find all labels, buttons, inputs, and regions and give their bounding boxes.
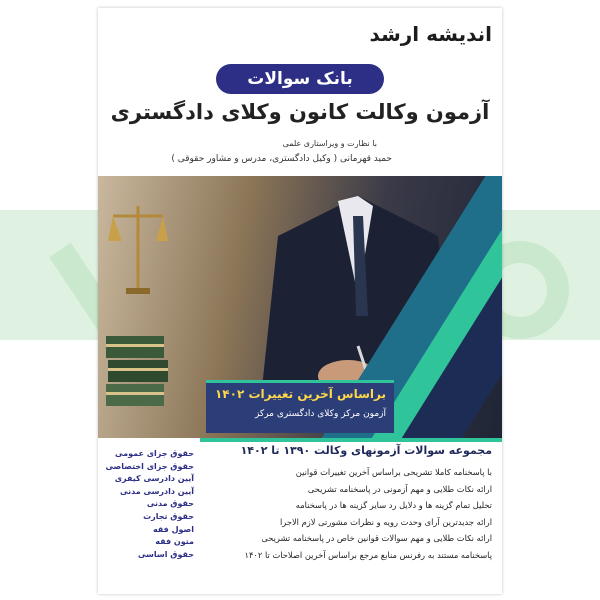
feature-item: پاسخنامه مستند به رفرنس منابع مرجع براساس آخرین اصلاحات تا ۱۴۰۲ [244,549,492,560]
subject-item: آیین دادرسی مدنی [120,486,194,496]
feature-item: ارائه جدیدترین آرای وحدت رویه و نظرات مشورتی لازم الاجرا [279,516,492,527]
update-badge [206,380,394,433]
books-image [106,336,168,406]
subject-item: متون فقه [155,537,194,547]
divider [200,438,502,442]
subject-item: حقوق جزای اختصاصی [105,461,194,471]
subject-item: حقوق مدنی [146,499,194,509]
series-label: بانک سوالات [216,64,384,94]
features-list [192,464,492,564]
badge-title: براساس آخرین تغییرات ۱۴۰۲ [214,387,386,401]
subject-item: حقوق اساسی [137,549,194,559]
supervision-line: با نظارت و ویراستاری علمی [282,139,377,148]
subjects-list [104,448,194,561]
feature-item: ارائه نکات طلایی و مهم سوالات قوانین خاص در پاسخنامه تشریحی [261,533,492,544]
book-title: آزمون وکالت کانون وکلای دادگستری [110,100,490,124]
justice-scale-icon [108,196,168,296]
feature-item: با پاسخنامه کاملا تشریحی براساس آخرین تغییرات قوانین [295,467,492,477]
feature-item: تحلیل تمام گزینه ها و دلایل رد سایر گزینه ها در پاسخنامه [295,500,492,511]
subject-item: آیین دادرسی کیفری [114,474,194,484]
subject-item: اصول فقه [152,524,194,534]
subject-item: حقوق جزای عمومی [115,449,194,458]
author-line: حمید قهرمانی ( وکیل دادگستری، مدرس و مشاور حقوقی ) [171,154,392,164]
book-cover [98,8,502,594]
subject-item: حقوق تجارت [143,511,194,521]
collection-title: مجموعه سوالات آزمونهای وکالت ۱۳۹۰ تا ۱۴۰۲ [240,444,492,457]
badge-subtitle: آزمون مرکز وکلای دادگستری مرکز [254,409,386,419]
publisher-logo: اندیشه ارشد [369,22,492,46]
feature-item: ارائه نکات طلایی و مهم آزمونی در پاسخنامه تشریحی [307,483,492,494]
